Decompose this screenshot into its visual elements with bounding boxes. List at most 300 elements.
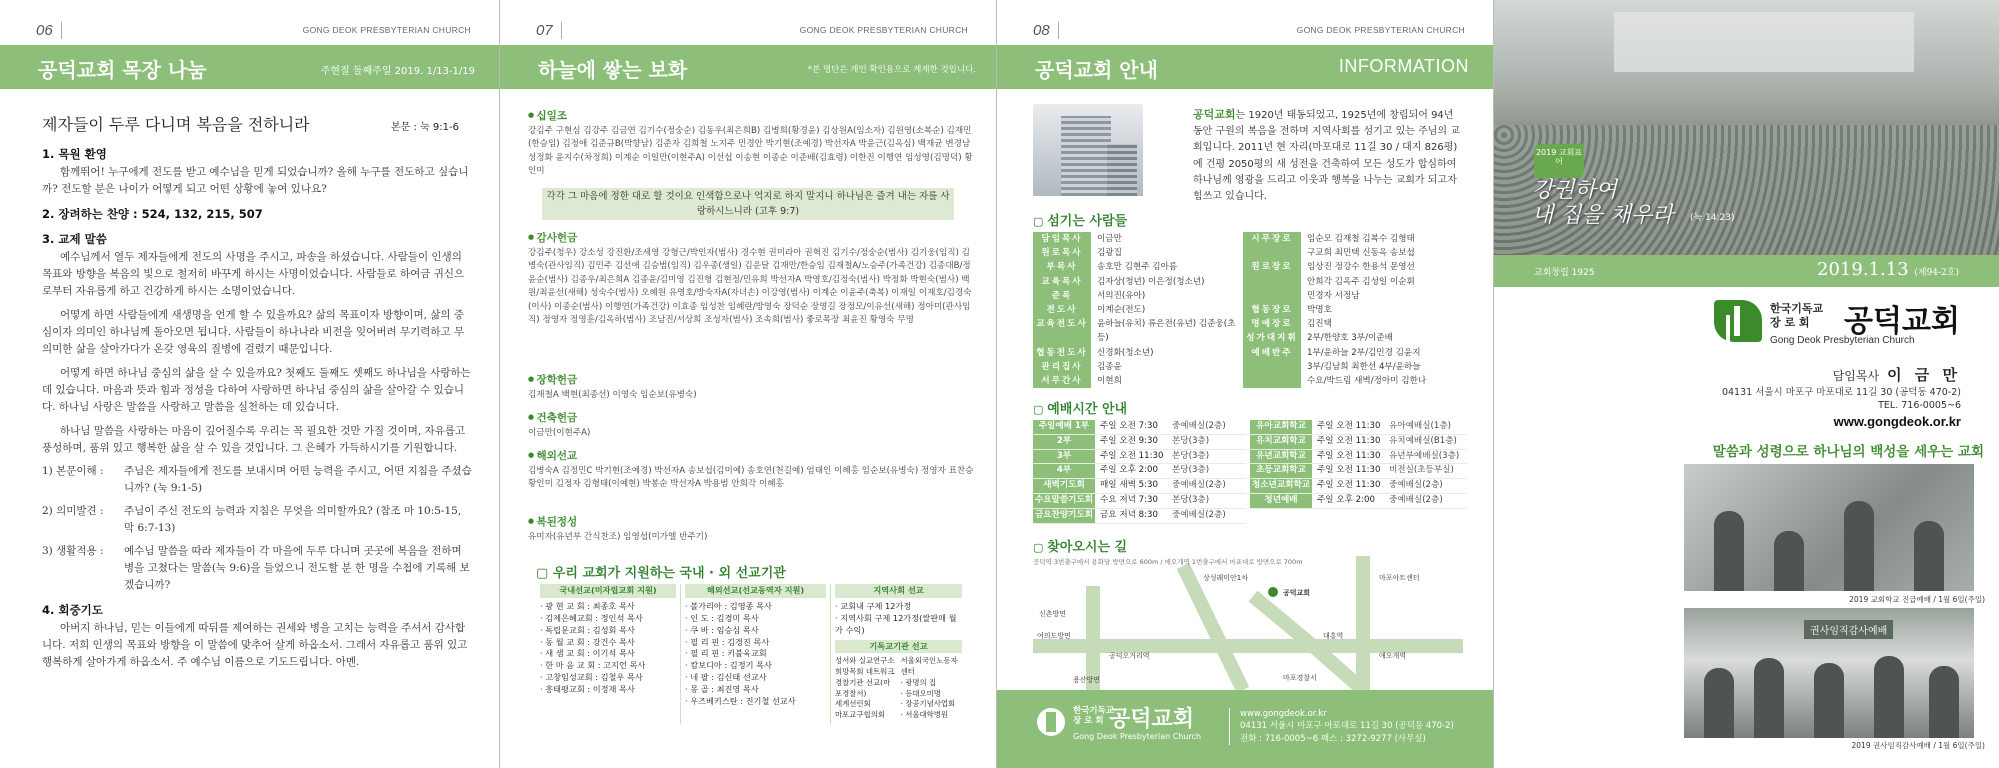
map-label: 공덕오거리역 — [1109, 652, 1150, 660]
photo-figure — [1929, 666, 1959, 738]
table-cell: 전도사 — [1033, 303, 1091, 317]
table-cell: 명예장로 — [1243, 317, 1301, 331]
map-label: 마포경찰서 — [1283, 674, 1317, 682]
church-location-marker — [1268, 587, 1278, 597]
map-label: 신촌방면 — [1039, 610, 1067, 618]
table-row — [1033, 346, 1243, 360]
list-item: · 교회내 구제 12가정 — [835, 600, 912, 611]
church-logo-icon — [1714, 300, 1762, 342]
table-cell: 이현희 — [1097, 376, 1122, 387]
table-cell: 이금만 — [1097, 234, 1122, 244]
cover-page — [1494, 0, 1999, 768]
footer-denomination — [1073, 706, 1114, 726]
table-cell: 2부 — [1033, 435, 1095, 449]
table-cell: 3부 — [1033, 450, 1095, 464]
section-title-bar — [500, 45, 996, 89]
table-cell: 수요/박드림 새벽/정아미 김한나 — [1307, 376, 1427, 387]
page-07 — [500, 0, 997, 768]
table-row — [1250, 450, 1467, 465]
photo-figure — [1754, 658, 1784, 738]
photo-banner: 권사임직감사예배 — [1804, 620, 1893, 639]
event-photo-ordination — [1684, 608, 1974, 738]
header-church-name: GONG DEOK PRESBYTERIAN CHURCH — [302, 25, 471, 35]
table-cell: 주일 오전 11:30 — [1317, 465, 1381, 476]
table-row — [1033, 246, 1243, 260]
motto-text — [1532, 178, 1674, 229]
table-cell: 중예배실(2층) — [1172, 480, 1226, 491]
table-cell: 주일 오전 9:30 — [1100, 435, 1158, 446]
photo-figure — [1914, 521, 1944, 591]
footer-church-name: 공덕교회 — [1109, 707, 1195, 732]
table-row — [1033, 275, 1243, 289]
list-item: · 한 마 음 교 회 : 고지언 목사 — [540, 660, 646, 671]
church-name: 공덕교회 — [1844, 304, 1960, 339]
table-row — [1243, 275, 1463, 289]
offering-tithe — [528, 108, 978, 179]
footer-church-name-en: Gong Deok Presbyterian Church — [1073, 732, 1202, 741]
table-row — [1243, 303, 1463, 317]
denomination-line: 장 로 회 — [1770, 315, 1810, 329]
page-08 — [997, 0, 1494, 768]
table-cell: 안희각 김옥주 김성일 이순휘 — [1307, 276, 1415, 287]
question-text: 주님이 주신 전도의 능력과 지침은 무엇을 의미할까요? (참조 마 10:5-15, 막 6:7-13) — [124, 504, 462, 534]
map-road — [1183, 566, 1243, 690]
address-line: 04131 서울시 마포구 마포대로 11길 30 (공덕동 470-2) — [1721, 387, 1961, 398]
column-list — [685, 601, 826, 708]
list-item: · 동 월 교 회 : 강건수 목사 — [540, 636, 635, 647]
church-address — [1722, 386, 1961, 413]
list-item: 희망목회 네트워크 — [835, 667, 895, 677]
list-item: · 새 샘 교 회 : 이기석 목사 — [540, 648, 635, 659]
table-row — [1033, 450, 1246, 465]
map-label: 공덕교회 — [1283, 589, 1311, 597]
motto-reference: (눅 14:23) — [1690, 213, 1735, 223]
denomination — [1770, 302, 1823, 330]
table-cell: 본당(3층) — [1172, 465, 1210, 476]
page-title: 공덕교회 목장 나눔 — [38, 58, 207, 82]
offering-verse: 각각 그 마음에 정한 대로 할 것이요 인색함으로나 억지로 하지 말지니 하나님은 즐겨 내는 자를 사랑하시느니라 (고후 9:7) — [542, 188, 954, 220]
staff-table — [1033, 232, 1463, 388]
table-cell: 주일예배 1부 — [1033, 420, 1095, 434]
table-cell — [1243, 246, 1301, 260]
table-row — [1033, 303, 1243, 317]
worship-left — [1033, 420, 1246, 524]
paragraph: 예수님께서 열두 제자들에게 전도의 사명을 주시고, 파송을 하셨습니다. 사람들이 인생의 목표와 방향을 복음의 빛으로 철저히 바꾸게 하시는 사명이었습니다. 사람들로 하여금 귀신으로부터 자유롭게 하고 건강하게 하시는 소명이었습니다. — [42, 250, 465, 297]
worship-title: ▢ 예배시간 안내 — [1033, 398, 1127, 417]
motto-line: 내 집을 채우라 — [1532, 203, 1674, 229]
question-key: 3) 생활적용 : — [42, 544, 104, 557]
list-item: 경찰기관 선교(마포경찰서) — [835, 677, 891, 698]
table-cell: 서의진(유아) — [1097, 290, 1146, 301]
offering-names: 김재철A 백현(최종선) 이영숙 임순보(유병숙) — [528, 389, 697, 400]
table-cell: 협동전도사 — [1033, 346, 1091, 360]
table-cell: 유아교회학교 — [1250, 420, 1312, 434]
page-footer — [997, 690, 1493, 768]
list-item: · 흥태평교회 : 이정재 목사 — [540, 684, 635, 695]
building-shape — [1061, 116, 1111, 196]
column-list — [540, 601, 676, 696]
list-item: · 고창임성교회 : 김철우 목사 — [540, 672, 643, 683]
column-header: 국내선교(미자립교회 지원) — [540, 584, 676, 598]
photo-stage — [1614, 12, 1914, 72]
table-row — [1243, 317, 1463, 331]
church-website: www.gongdeok.or.kr — [1833, 414, 1961, 429]
list-item: 성서와 실교연구소 — [835, 656, 895, 666]
map-label: 대흥역 — [1323, 632, 1344, 640]
list-item: · 지역사회 구제 12가정(쌀판매 월가 수익) — [835, 612, 957, 635]
table-cell: 담임목사 — [1033, 232, 1091, 246]
mission-support-title: ▢ 우리 교회가 지원하는 국내 · 외 선교기관 — [536, 566, 786, 581]
privacy-note: *본 명단은 개인 확인용으로 게재한 것입니다. — [807, 65, 976, 75]
table-row — [1033, 509, 1246, 524]
list-item: 서울외국인노동자센터 — [900, 656, 958, 677]
section-title-bar — [997, 45, 1493, 89]
table-row — [1243, 346, 1463, 360]
table-cell: 임순모 김재철 김복수 김형태 — [1307, 234, 1415, 244]
page-header — [536, 22, 976, 38]
table-cell: 청년예배 — [1250, 494, 1312, 508]
list-item: · 필 리 핀 : 김경진 목사 — [685, 636, 770, 647]
table-cell: 중예배실(2층) — [1389, 480, 1443, 491]
paragraph: 함께뛰어! 누구에게 전도를 받고 예수님을 믿게 되었습니까? 올해 누구를 전도하고 싶습니까? 전도할 분은 나이가 어떻게 되고 어떤 상황에 놓여 있나요? — [42, 165, 469, 195]
table-cell: 민경자 서정남 — [1307, 290, 1360, 301]
table-cell: 이계순(전도) — [1097, 305, 1146, 316]
list-item: 세계선린회 — [835, 699, 871, 709]
church-intro-text: 는 1920년 태동되었고, 1925년에 창립되어 94년 동안 구원의 복음을 전하며 지역사회를 섬기고 있는 주님의 교회입니다. 2011년 현 자리(마포대로 11길 30 / 대지 826평)에 건평 2050평의 새 성전을 건축하여 모든 성도가 합심하여 하나님께 영광을 드리고 이웃과 행복을 나누는 교회가 되고자 힘쓰고 있습니다. — [1193, 110, 1460, 202]
table-cell: 관리집사 — [1033, 360, 1091, 374]
table-cell: 금요찬양기도회 — [1033, 509, 1095, 523]
staff-title: ▢ 섬기는 사람들 — [1033, 210, 1127, 229]
offering-scholarship — [528, 372, 978, 402]
map-label: 상성래미안1차 — [1203, 574, 1249, 582]
table-cell: 김자상(청년) 이은정(청소년) — [1097, 276, 1205, 287]
table-row — [1243, 260, 1463, 274]
local-mission-column — [831, 584, 966, 724]
pastor-label: 담임목사 — [1832, 369, 1880, 383]
page-number: 06 — [36, 22, 62, 39]
photo-caption: 2019 교회학교 진급예배 / 1월 6일(주일) — [1849, 595, 1985, 604]
question-key: 1) 본문이해 : — [42, 464, 104, 477]
table-cell: 본당(3층) — [1172, 435, 1210, 446]
column-list — [835, 656, 962, 720]
date-text: 2019.1.13 — [1817, 259, 1909, 280]
worship-right — [1250, 420, 1467, 524]
footer-phone: 전화 : 716-0005~6 팩스 : 3272-9277 (사무실) — [1240, 733, 1426, 744]
table-row — [1033, 464, 1246, 479]
worship-schedule — [1033, 420, 1463, 524]
domestic-mission-column — [536, 584, 681, 724]
table-row — [1033, 289, 1243, 303]
offering-title: ● 복된정성 — [528, 514, 978, 531]
table-cell: 초등교회학교 — [1250, 464, 1312, 478]
header-church-name: GONG DEOK PRESBYTERIAN CHURCH — [1296, 25, 1465, 35]
church-name-en: Gong Deok Presbyterian Church — [1770, 335, 1915, 346]
staff-left — [1033, 232, 1243, 388]
table-cell: 수요말씀기도회 — [1033, 494, 1095, 508]
table-cell: 주일 오전 11:30 — [1317, 450, 1381, 461]
table-cell: 새벽기도회 — [1033, 479, 1095, 493]
page-number: 08 — [1033, 22, 1059, 39]
table-cell: 금요 저녁 8:30 — [1100, 509, 1158, 520]
mission-support-title-text: 우리 교회가 지원하는 국내 · 외 선교기관 — [552, 566, 786, 581]
photo-figure — [1714, 511, 1744, 591]
list-item: · 필 리 핀 : 키불욱교회 — [685, 648, 767, 659]
cover-date-bar — [1494, 255, 1999, 287]
question-item — [42, 543, 472, 594]
page-header — [36, 22, 479, 38]
offering-missions — [528, 448, 978, 492]
table-row — [1033, 317, 1243, 345]
table-cell: 원로장로 — [1243, 260, 1301, 274]
map-label: 애오개역 — [1379, 652, 1407, 660]
offering-welfare — [528, 514, 978, 544]
table-cell: 예배반주 — [1243, 346, 1301, 360]
table-cell: 윤하늘(유치) 류은전(유년) 김준웅(초등) — [1097, 319, 1236, 344]
offering-title: ● 감사헌금 — [528, 230, 978, 247]
building-shape — [1107, 144, 1137, 196]
page-title-en: INFORMATION — [1338, 56, 1469, 76]
list-item: · 광 현 교 회 : 최종호 목사 — [540, 600, 635, 611]
small-group-guide — [42, 140, 472, 671]
table-row — [1033, 374, 1243, 388]
table-cell: 중예배실(2층) — [1172, 509, 1226, 520]
table-row — [1250, 420, 1467, 435]
paragraph: 어떻게 하면 사람들에게 새생명을 언게 할 수 있을까요? 삶의 목표이자 방향이며, 삶의 중심이자 의미인 하나님께 돌아오면 됩니다. 사람들이 하나나라 비전을 잊어버려 무기력하고 무의미한 삶을 살아가다가 온갖 영육의 질병에 걸렸기 때문입니다. — [42, 308, 465, 355]
congregation-photo — [1494, 0, 1999, 255]
list-item: · 광명의 집 — [900, 677, 937, 687]
church-intro-name: 공덕교회 — [1193, 108, 1236, 121]
church-logo-icon — [1037, 708, 1065, 736]
church-building-photo — [1033, 104, 1143, 196]
table-cell: 김진택 — [1307, 319, 1332, 330]
table-cell: 수요 저녁 7:30 — [1100, 494, 1158, 505]
question-text: 주님은 제자들에게 전도를 보내시며 어떤 능력을 주시고, 어떤 지침을 주셨습니까? (눅 9:1-5) — [124, 464, 472, 494]
column-list — [835, 601, 962, 637]
question-text: 예수님 말씀을 따라 제자들이 각 마을에 두루 다니며 곳곳에 복음을 전하며 병을 고쳤다는 말씀(눅 9:6)을 들었으니 전도할 분 한 명을 수첩에 기록해 보겠습니까? — [124, 544, 470, 591]
photo-figure — [1844, 501, 1874, 591]
list-item: · 몽 골 : 최진영 목사 — [685, 684, 759, 695]
directions-title: ▢ 찾아오시는 길 — [1033, 536, 1127, 555]
list-item: · 인 도 : 김경미 목사 — [685, 612, 759, 623]
bulletin-date — [1817, 259, 1959, 280]
table-cell: 교육전도사 — [1033, 317, 1091, 345]
table-cell — [1243, 275, 1301, 289]
church-intro — [1193, 106, 1461, 205]
list-item: · 쿠 바 : 임승심 목사 — [685, 624, 759, 635]
list-item: 마포교구협의회 — [835, 710, 885, 720]
heading-welcome: 1. 목원 환영 — [42, 147, 107, 161]
table-cell: 본당(3층) — [1172, 494, 1210, 505]
offering-title: ● 해외선교 — [528, 448, 978, 465]
header-church-name: GONG DEOK PRESBYTERIAN CHURCH — [799, 25, 968, 35]
table-cell: 주일 오후 2:00 — [1317, 494, 1375, 505]
pastor-name: 이 금 만 — [1887, 366, 1961, 384]
motto-badge: 2019 교회표어 — [1534, 144, 1584, 178]
list-item: · 등대오미명 — [900, 688, 941, 698]
list-item: · 우즈베키스탄 : 진기철 선교사 — [685, 696, 796, 707]
table-cell: 청소년교회학교 — [1250, 479, 1312, 493]
table-cell: 신경화(청소년) — [1097, 347, 1154, 358]
table-cell: 4부 — [1033, 464, 1095, 478]
table-cell: 주일 오전 11:30 — [1100, 450, 1164, 461]
offering-title: ● 십일조 — [528, 108, 978, 125]
list-item: · 장공기념사업회 — [900, 699, 956, 709]
offering-names: 이금만(이현주A) — [528, 427, 591, 438]
table-row — [1033, 360, 1243, 374]
list-item: · 네 팔 : 김신태 선교사 — [685, 672, 767, 683]
overseas-mission-column — [681, 584, 831, 724]
footer-address: 04131 서울시 마포구 마포대로 11길 30 (공덕동 470-2) — [1240, 721, 1454, 732]
map-label: 마포아트센터 — [1379, 574, 1420, 582]
table-row — [1033, 479, 1246, 494]
directions-note: 공덕역 3번출구에서 용화당 방면으로 600m / 애오개역 1번출구에서 마포대로 방면으로 700m — [1033, 558, 1303, 566]
table-cell: 임상진 정강수 한용석 문영선 — [1307, 262, 1415, 273]
footer-denom-line: 장 로 회 — [1073, 716, 1104, 727]
mission-support-grid — [536, 584, 966, 724]
directions-map — [1033, 556, 1463, 690]
footer-url: www.gongdeok.or.kr — [1240, 709, 1327, 719]
volume-text: (제94-2호) — [1914, 268, 1959, 278]
table-cell: 박명호 — [1307, 305, 1332, 316]
column-header: 해외선교(선교동역자 지원) — [685, 584, 826, 598]
table-row — [1033, 420, 1246, 435]
table-cell: 주일 오전 11:30 — [1317, 480, 1381, 491]
table-cell: 본당(3층) — [1172, 450, 1210, 461]
photo-figure — [1814, 663, 1844, 738]
paragraph: 하나님 말씀을 사랑하는 마음이 깊어질수록 우리는 꼭 필요한 것만 가질 것이며, 자유롭고 풍성하며, 품위 있고 행복한 삶을 살 수 있을 것입니다. 그 은혜가 가득하시기를 기원합니다. — [42, 424, 466, 454]
table-cell: 유년교회학교 — [1250, 450, 1312, 464]
motto-line: 강권하여 — [1532, 178, 1618, 203]
table-cell — [1243, 360, 1301, 374]
photo-figure — [1704, 668, 1734, 738]
list-item: · 서울대학병원 — [900, 710, 949, 720]
map-label: 여의도방면 — [1037, 632, 1071, 640]
heading-hymns: 2. 장려하는 찬양 : 524, 132, 215, 507 — [42, 206, 263, 221]
table-row — [1033, 260, 1243, 274]
phone-line: TEL. 716-0005~6 — [1878, 400, 1961, 412]
table-cell: 주일 오후 2:00 — [1100, 465, 1158, 476]
table-cell: 준목 — [1033, 289, 1091, 303]
event-photo-promotion — [1684, 464, 1974, 591]
table-row — [1033, 494, 1246, 509]
offering-names: 강김주(청우) 강소성 강진환/조세영 강형근/박인자(범사) 경수현 권미라아 권혁진 김기수/정숭순(범사) 김기웅(임직) 김병숙(관사임직) 김민주 김선애 김승범(임직) 김우종(생일) 김운달 김재만/한승임 김재철A/노승주(가족건강) 김종대B/정윤순(범사) 김종우/최은희A 김종윤/김미영 김진형 김현정/민유희 박선자A 박영호/김정숙(범사) 박정화 박현숙(범사) 백원/최윤선(새해) 성숙수(범사) 오혜원 유영호/방숙자A(자녀손) 이강영(범사) 이계순 이윤주(축복) 이재일 이재호/김경숙(이사) 이종순(범사) 이행연(가족건강) 이효종 임성찬 임혜란/방영숙 장덕순 장영길 장정모/이유선(새해) 정아미(관사임직) 정영자 정영훈/김옥하(범사) 조남진/서상희 조성자(범사) 조속희(범사) 좋로목장 최윤진 황영숙 무명 — [528, 247, 972, 326]
offering-names: 김병숙A 김정민C 박기현(조예경) 박선자A 송보섭(김미예) 송호연(천길예) 엄태인 이혜홍 임순보(유병숙) 정영자 표찬승 황인미 김정자 김형태(이예현) 박봉순 박선자A 박용범 안희각 이혜홍 — [528, 465, 974, 490]
footer-contact — [1229, 708, 1454, 745]
table-row — [1033, 232, 1243, 246]
table-cell — [1243, 289, 1301, 303]
list-item: · 볼가리아 : 김영종 목사 — [685, 600, 772, 611]
table-cell: 주일 오전 7:30 — [1100, 421, 1158, 431]
table-cell: 유아예배실(1층) — [1389, 421, 1451, 431]
table-row — [1243, 374, 1463, 388]
table-cell: 서무간사 — [1033, 374, 1091, 388]
offering-names: 유미자(유년부 간식찬조) 임영섭(미가엘 반주기) — [528, 531, 708, 542]
table-cell: 중예배실(2층) — [1389, 494, 1443, 505]
table-cell: 교육목사 — [1033, 275, 1091, 289]
table-cell: 1부/윤하늘 2부/김민경 김윤지 — [1307, 347, 1421, 358]
map-label: 용산방면 — [1073, 676, 1101, 684]
offering-building — [528, 410, 978, 440]
table-cell: 2부/한양호 3부/이준배 — [1307, 333, 1393, 344]
footer-denom-line: 한국기독교 — [1073, 706, 1115, 716]
table-cell: 김종윤 — [1097, 361, 1122, 372]
denomination-line: 한국기독교 — [1770, 302, 1824, 315]
table-cell: 성가대지휘 — [1243, 331, 1301, 345]
offering-names: 강김주 구현심 김강주 김금연 김기수(정숭순) 김동우(최은희B) 김병희(황경윤) 김상원A(임소자) 김원영(소복순) 김재민(한승임) 김정애 김준규B(박향남) 김준자 김희철 노지주 민경안 박기현(조예경) 박선자A 박윤근(김옥심) 백재균 변경남 성정화 윤지수(차정희) 이계순 이일만(이현주A) 이선섭 이송현 이종순 이준배(김효령) 이한진 이행연 임성영(김명덕) 황인미 — [528, 125, 973, 177]
list-item: · 독립문교회 : 김성회 목사 — [540, 624, 635, 635]
sermon-title: 제자들이 두루 다니며 복음을 전하니라 — [42, 115, 310, 134]
table-row — [1033, 435, 1246, 450]
list-item: · 캄보디아 : 김정기 목사 — [685, 660, 772, 671]
founded-label: 교회창립 1925 — [1534, 268, 1595, 278]
list-item: · 김제은혜교회 : 정인석 목사 — [540, 612, 643, 623]
table-row — [1243, 289, 1463, 303]
table-row — [1243, 232, 1463, 246]
offering-title: ● 장학헌금 — [528, 372, 978, 389]
offering-title: ● 건축헌금 — [528, 410, 978, 427]
table-cell: 부목사 — [1033, 260, 1091, 274]
table-row — [1243, 246, 1463, 260]
table-cell: 원로목사 — [1033, 246, 1091, 260]
table-cell: 중예배실(2층) — [1172, 421, 1226, 431]
table-row — [1250, 464, 1467, 479]
photo-figure — [1874, 656, 1904, 738]
heading-prayer: 4. 회중기도 — [42, 602, 103, 617]
table-row — [1243, 331, 1463, 345]
table-cell: 주일 오전 11:30 — [1317, 421, 1381, 431]
table-cell: 매일 새벽 5:30 — [1100, 480, 1158, 491]
page-title: 하늘에 쌓는 보화 — [538, 58, 688, 82]
page-header — [1033, 22, 1473, 38]
table-cell — [1243, 374, 1301, 388]
senior-pastor — [1833, 364, 1961, 385]
page-number: 07 — [536, 22, 562, 39]
column-header: 지역사회 선교 — [835, 584, 962, 598]
photo-caption: 2019 권사임직감사예배 / 1월 6일(주일) — [1851, 741, 1985, 750]
table-cell: 유치예배실(B1층) — [1389, 435, 1457, 446]
staff-right — [1243, 232, 1463, 388]
question-item — [42, 463, 472, 497]
table-row — [1250, 479, 1467, 494]
table-cell: 구교희 최민택 신동옥 송보섭 — [1307, 248, 1415, 259]
paragraph: 아버지 하나님, 믿는 이들에게 따뒤를 제여하는 권세와 병을 고치는 능력을 주셔서 감사합니다. 저희 인생의 목표와 방향을 이 말씀에 맞추어 살게 하옵소서. 그래서 자유롭고 품위 있고 행복하게 살아가게 하옵소서. 주 예수님 이름으로 기도드립니다. 아멘. — [42, 621, 468, 668]
table-row — [1243, 360, 1463, 374]
page-title: 공덕교회 안내 — [1035, 58, 1158, 82]
table-cell: 유년부예배실(3층) — [1389, 450, 1460, 461]
table-cell: 비전실(초등부실) — [1389, 465, 1454, 476]
table-row — [1250, 494, 1467, 509]
table-cell: 김광집 — [1097, 248, 1122, 259]
heading-word: 3. 교제 말씀 — [42, 232, 107, 247]
table-row — [1250, 435, 1467, 450]
table-cell: 송호만 김현주 김아름 — [1097, 262, 1178, 273]
sermon-reference: 본문 : 눅 9:1-6 — [391, 122, 459, 133]
section-title-bar — [0, 45, 499, 89]
photo-figure — [1774, 531, 1804, 591]
column-header: 기독교기관 선교 — [835, 640, 962, 654]
table-cell: 주일 오전 11:30 — [1317, 435, 1381, 446]
table-cell: 협동장로 — [1243, 303, 1301, 317]
table-cell: 유치교회학교 — [1250, 435, 1312, 449]
page-06 — [0, 0, 500, 768]
church-slogan: 말씀과 성령으로 하나님의 백성을 세우는 교회 — [1712, 444, 1984, 460]
week-label: 주현절 둘째주일 2019. 1/13-1/19 — [320, 66, 475, 77]
question-item — [42, 503, 472, 537]
table-cell: 3부/김남희 최한선 4부/윤하늘 — [1307, 361, 1421, 372]
question-key: 2) 의미발견 : — [42, 504, 104, 517]
paragraph: 어떻게 하면 하나님 중심의 삶을 살 수 있을까요? 첫째도 둘째도 셋째도 하나님을 사랑하는데 있습니다. 마음과 뜻과 힘과 정성을 다하여 사랑하면 하나님 중심의 삶을 살아갈 수 있습니다. 하나님 사랑은 말씀을 사랑하고 말씀을 실천하는 데 있습니다. — [42, 366, 471, 413]
table-cell: 시무장로 — [1243, 232, 1301, 246]
